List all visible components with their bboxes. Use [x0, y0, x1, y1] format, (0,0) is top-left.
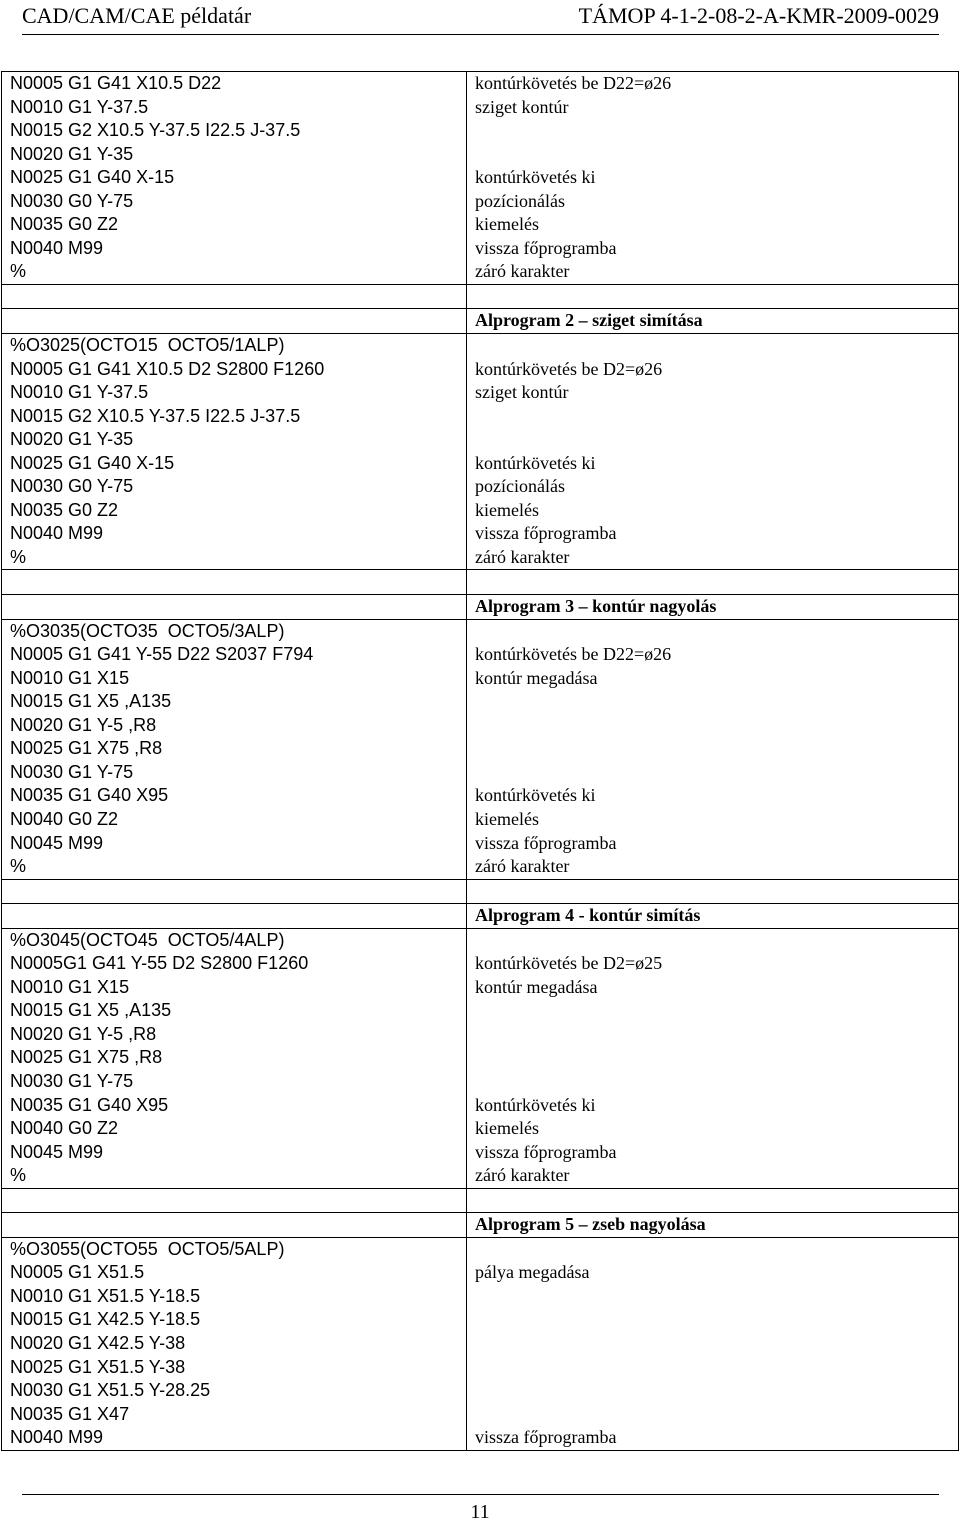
- code-cell: [2, 595, 467, 620]
- description-cell: [467, 570, 959, 595]
- code-line: [10, 904, 466, 928]
- description-line: kontúrkövetés ki: [475, 452, 596, 473]
- code-line: N0015 G1 X42.5 Y-18.5: [10, 1309, 201, 1330]
- code-line: %O3025(OCTO15 OCTO5/1ALP): [10, 335, 285, 356]
- code-cell: [2, 619, 467, 879]
- code-cell: [2, 284, 467, 309]
- code-line: N0040 M99: [10, 523, 104, 544]
- description-line: pozícionálás: [475, 190, 565, 211]
- code-line: N0035 G1 G40 X95: [10, 785, 169, 806]
- description-line: kontúrkövetés be D22=ø26: [475, 73, 672, 93]
- code-line: [10, 1213, 466, 1237]
- table-row: [2, 619, 959, 879]
- description-line: sziget kontúr: [475, 382, 569, 403]
- description-line: záró karakter: [475, 546, 570, 567]
- code-line: N0010 G1 X15: [10, 976, 130, 997]
- code-line: N0015 G2 X10.5 Y-37.5 I22.5 J-37.5: [10, 405, 301, 426]
- description-cell: [467, 1237, 959, 1450]
- description-line: vissza főprogramba: [475, 237, 617, 258]
- code-cell: [2, 309, 467, 334]
- code-line: %: [10, 546, 27, 567]
- description-line: kontúr megadása: [475, 976, 598, 997]
- code-line: N0030 G0 Y-75: [10, 190, 134, 211]
- code-line: N0040 M99: [10, 1427, 104, 1448]
- code-line: N0035 G0 Z2: [10, 499, 119, 520]
- description-cell: [467, 284, 959, 309]
- description-line: [475, 1379, 958, 1403]
- code-line: %O3055(OCTO55 OCTO5/5ALP): [10, 1238, 285, 1259]
- code-line: %O3035(OCTO35 OCTO5/3ALP): [10, 620, 285, 641]
- code-line: [10, 880, 466, 904]
- code-line: N0025 G1 G40 X-15: [10, 452, 175, 473]
- table-heading-row: [2, 904, 959, 929]
- code-line: N0040 G0 Z2: [10, 1118, 119, 1139]
- description-cell: [467, 309, 959, 334]
- code-line: N0005 G1 G41 X10.5 D22: [10, 73, 222, 93]
- description-line: [475, 737, 958, 761]
- description-line: kiemelés: [475, 808, 539, 829]
- description-cell: [467, 879, 959, 904]
- description-line: [475, 143, 958, 167]
- description-line: kontúrkövetés be D22=ø26: [475, 644, 672, 665]
- description-line: [475, 285, 958, 309]
- code-line: N0030 G1 X51.5 Y-28.25: [10, 1380, 211, 1401]
- description-line: [475, 1023, 958, 1047]
- code-line: %: [10, 1165, 27, 1186]
- code-line: %: [10, 856, 27, 877]
- description-line: pozícionálás: [475, 476, 565, 497]
- code-line: N0025 G1 X51.5 Y-38: [10, 1356, 186, 1377]
- description-cell: [467, 619, 959, 879]
- code-line: [10, 570, 466, 594]
- description-line: [475, 405, 958, 429]
- description-cell: [467, 334, 959, 570]
- description-line: pálya megadása: [475, 1262, 590, 1283]
- code-line: N0005 G1 G41 Y-55 D22 S2037 F794: [10, 644, 314, 665]
- subprogram-heading: Alprogram 4 - kontúr simítás: [475, 905, 701, 926]
- table-row: [2, 1188, 959, 1213]
- code-line: N0005 G1 X51.5: [10, 1262, 145, 1283]
- description-line: vissza főprogramba: [475, 1427, 617, 1448]
- description-cell: [467, 928, 959, 1188]
- description-cell: [467, 72, 959, 285]
- description-line: [475, 1046, 958, 1070]
- table-heading-row: [2, 595, 959, 620]
- description-cell: [467, 1188, 959, 1213]
- description-line: [475, 714, 958, 738]
- code-line: %O3045(OCTO45 OCTO5/4ALP): [10, 929, 285, 950]
- description-line: [475, 620, 958, 644]
- code-line: %: [10, 261, 27, 282]
- code-cell: [2, 570, 467, 595]
- code-line: N0030 G1 Y-75: [10, 1070, 134, 1091]
- description-line: [475, 1070, 958, 1094]
- description-line: kiemelés: [475, 214, 539, 235]
- table-row: [2, 570, 959, 595]
- description-line: kontúrkövetés ki: [475, 167, 596, 188]
- description-cell: [467, 595, 959, 620]
- description-line: [475, 1308, 958, 1332]
- description-line: kontúrkövetés be D2=ø26: [475, 358, 663, 379]
- description-line: [475, 1332, 958, 1356]
- description-line: [475, 1403, 958, 1427]
- description-line: [475, 1356, 958, 1380]
- description-line: [475, 999, 958, 1023]
- table-row: [2, 334, 959, 570]
- code-line: N0015 G2 X10.5 Y-37.5 I22.5 J-37.5: [10, 120, 301, 141]
- header-project-code: TÁMOP 4-1-2-08-2-A-KMR-2009-0029: [578, 3, 939, 28]
- code-line: N0040 G0 Z2: [10, 808, 119, 829]
- description-line: kontúrkövetés ki: [475, 1094, 596, 1115]
- code-cell: [2, 1188, 467, 1213]
- footer-rule: [22, 1494, 939, 1495]
- code-line: N0025 G1 X75 ,R8: [10, 738, 163, 759]
- description-line: [475, 1189, 958, 1213]
- code-line: N0020 G1 Y-5 ,R8: [10, 714, 157, 735]
- code-line: N0025 G1 X75 ,R8: [10, 1047, 163, 1068]
- code-line: [10, 285, 466, 309]
- code-line: N0045 M99: [10, 832, 104, 853]
- code-line: N0005 G1 G41 X10.5 D2 S2800 F1260: [10, 358, 325, 379]
- description-line: [475, 929, 958, 953]
- description-line: [475, 761, 958, 785]
- code-line: N0015 G1 X5 ,A135: [10, 1000, 172, 1021]
- code-cell: [2, 1213, 467, 1238]
- code-cell: [2, 904, 467, 929]
- description-line: [475, 1238, 958, 1262]
- header-rule: [22, 34, 939, 35]
- description-line: kiemelés: [475, 1118, 539, 1139]
- description-line: [475, 428, 958, 452]
- code-line: N0020 G1 Y-35: [10, 143, 134, 164]
- table-heading-row: [2, 1213, 959, 1238]
- code-line: N0020 G1 Y-35: [10, 429, 134, 450]
- table-row: [2, 879, 959, 904]
- code-line: N0010 G1 Y-37.5: [10, 382, 149, 403]
- description-line: [475, 880, 958, 904]
- code-line: N0035 G1 X47: [10, 1403, 130, 1424]
- description-line: [475, 334, 958, 358]
- code-line: N0015 G1 X5 ,A135: [10, 691, 172, 712]
- description-line: vissza főprogramba: [475, 523, 617, 544]
- program-table: [1, 71, 959, 1451]
- code-line: N0040 M99: [10, 237, 104, 258]
- code-line: N0030 G0 Y-75: [10, 476, 134, 497]
- page-header: [0, 0, 960, 34]
- page-number: 11: [470, 1501, 490, 1523]
- description-line: kontúr megadása: [475, 667, 598, 688]
- header-title: CAD/CAM/CAE példatár: [22, 3, 252, 28]
- code-line: [10, 1189, 466, 1213]
- description-line: [475, 1285, 958, 1309]
- description-line: kiemelés: [475, 499, 539, 520]
- code-line: N0035 G0 Z2: [10, 214, 119, 235]
- code-line: N0035 G1 G40 X95: [10, 1094, 169, 1115]
- code-line: N0030 G1 Y-75: [10, 761, 134, 782]
- table-row: [2, 928, 959, 1188]
- code-cell: [2, 928, 467, 1188]
- description-line: vissza főprogramba: [475, 832, 617, 853]
- table-heading-row: [2, 309, 959, 334]
- subprogram-heading: Alprogram 5 – zseb nagyolása: [475, 1214, 706, 1235]
- description-line: kontúrkövetés be D2=ø25: [475, 953, 663, 974]
- code-cell: [2, 879, 467, 904]
- description-line: [475, 570, 958, 594]
- description-line: [475, 119, 958, 143]
- description-cell: [467, 904, 959, 929]
- code-line: [10, 595, 466, 619]
- table-row: [2, 284, 959, 309]
- code-line: N0020 G1 X42.5 Y-38: [10, 1332, 186, 1353]
- description-line: záró karakter: [475, 1165, 570, 1186]
- description-line: sziget kontúr: [475, 96, 569, 117]
- description-cell: [467, 1213, 959, 1238]
- table-row: [2, 1237, 959, 1450]
- code-line: N0010 G1 X15: [10, 667, 130, 688]
- code-line: N0045 M99: [10, 1141, 104, 1162]
- code-cell: [2, 72, 467, 285]
- description-line: záró karakter: [475, 261, 570, 282]
- code-cell: [2, 1237, 467, 1450]
- code-line: N0020 G1 Y-5 ,R8: [10, 1023, 157, 1044]
- table-row: [2, 72, 959, 285]
- description-line: kontúrkövetés ki: [475, 785, 596, 806]
- description-line: záró karakter: [475, 856, 570, 877]
- program-table-body: [2, 72, 959, 1451]
- code-line: N0005G1 G41 Y-55 D2 S2800 F1260: [10, 953, 309, 974]
- subprogram-heading: Alprogram 2 – sziget simítása: [475, 310, 703, 331]
- code-cell: [2, 334, 467, 570]
- subprogram-heading: Alprogram 3 – kontúr nagyolás: [475, 596, 717, 617]
- code-line: [10, 309, 466, 333]
- code-line: N0025 G1 G40 X-15: [10, 167, 175, 188]
- code-line: N0010 G1 Y-37.5: [10, 96, 149, 117]
- code-line: N0010 G1 X51.5 Y-18.5: [10, 1285, 201, 1306]
- description-line: [475, 690, 958, 714]
- description-line: vissza főprogramba: [475, 1141, 617, 1162]
